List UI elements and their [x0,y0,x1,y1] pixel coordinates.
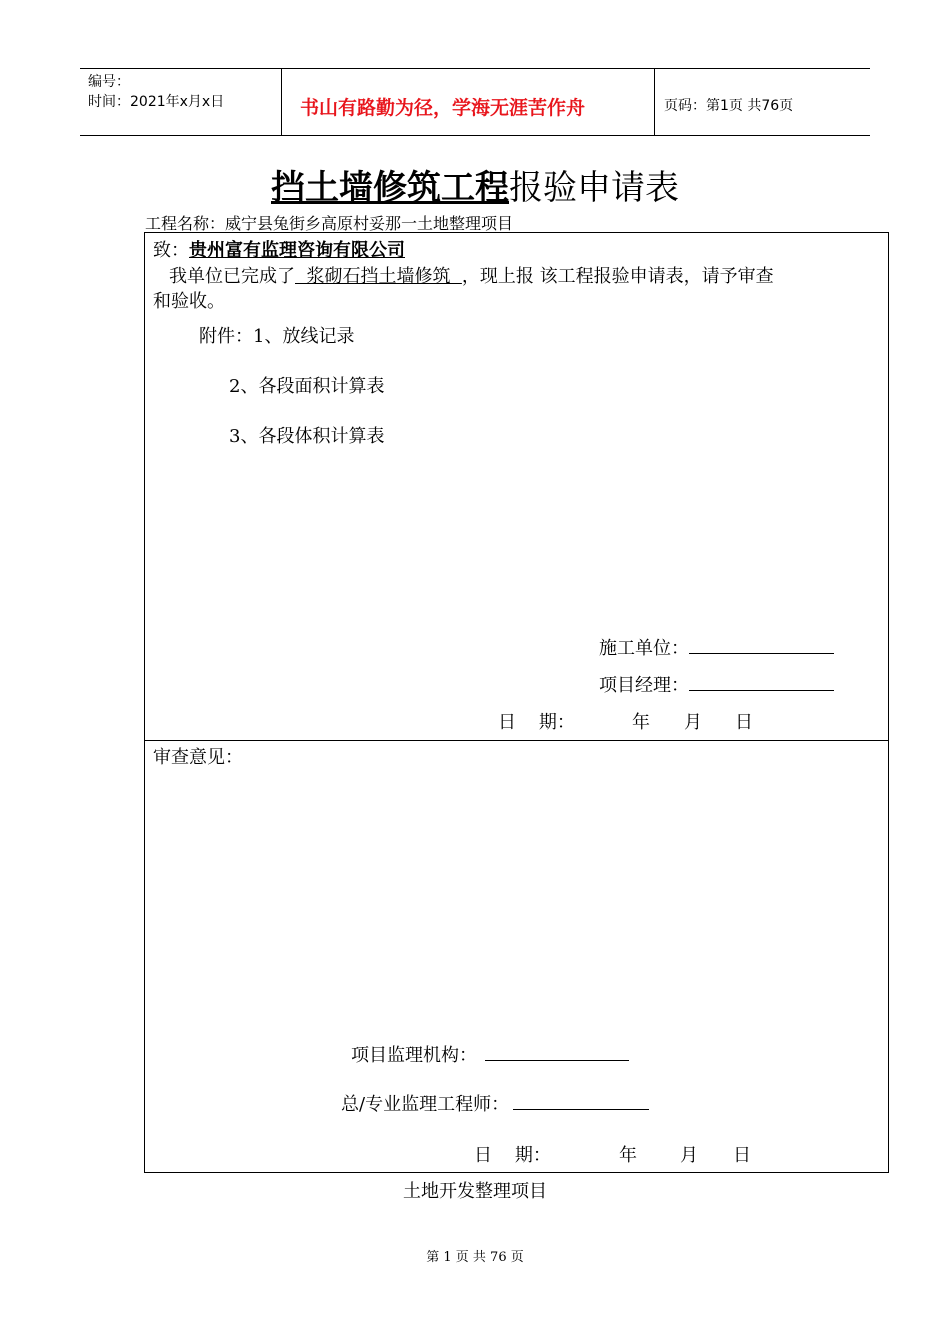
supervision-org-label: 项目监理机构： [351,1045,477,1066]
section2-month: 月 [680,1145,698,1166]
serial-label: 编号： [88,74,130,90]
project-name: 工程名称：威宁县兔街乡高原村妥那一土地整理项目 [145,214,514,233]
statement-tail: ，现上报 该工程报验申请表，请予审查 [461,266,774,287]
statement-line-1 [169,262,774,288]
header-divider-left [281,68,282,135]
contractor-blank[interactable] [689,637,834,654]
addressee [153,236,405,262]
contractor-label: 施工单位： [599,638,689,659]
header-top-rule [80,68,870,69]
engineer-signature [341,1090,649,1116]
manager-label: 项目经理： [599,675,689,696]
engineer-blank[interactable] [513,1093,649,1110]
title-rest: 报验申请表 [509,168,679,208]
statement-line-2: 和验收。 [153,291,225,312]
application-section [144,232,889,741]
section1-date-label: 日 期： [498,712,575,733]
section2-date-label: 日 期： [474,1145,551,1166]
header-bottom-rule [80,135,870,136]
date-label: 时间：2021年x月x日 [88,94,225,110]
manager-blank[interactable] [689,674,834,691]
attachment-3: 3、各段体积计算表 [229,426,385,447]
section1-month: 月 [684,712,702,733]
manager-signature [599,671,834,697]
statement-lead: 我单位已完成了 [169,266,295,287]
supervision-org-blank[interactable] [485,1044,629,1061]
section1-day: 日 [735,712,753,733]
footer-project: 土地开发整理项目 [403,1181,547,1202]
attachment-1: 附件：1、放线记录 [199,326,355,347]
contractor-signature [599,634,834,660]
section2-year: 年 [619,1145,637,1166]
completed-work: 浆砌石挡土墙修筑 [295,266,462,287]
review-heading: 审查意见： [153,747,243,768]
supervision-org-signature [351,1041,629,1067]
attachment-2: 2、各段面积计算表 [229,376,385,397]
engineer-label: 总/专业监理工程师： [341,1094,510,1115]
section2-day: 日 [733,1145,751,1166]
page-title [0,160,950,209]
header-divider-right [654,68,655,135]
page-indicator: 页码：第1页 共76页 [664,98,794,114]
footer-pager: 第 1 页 共 76 页 [426,1250,524,1265]
addressee-company: 贵州富有监理咨询有限公司 [189,240,405,261]
motto: 书山有路勤为径，学海无涯苦作舟 [300,97,586,119]
section1-year: 年 [632,712,650,733]
title-underlined: 挡土墙修筑工程 [271,168,509,208]
addressee-prefix: 致： [153,240,189,261]
